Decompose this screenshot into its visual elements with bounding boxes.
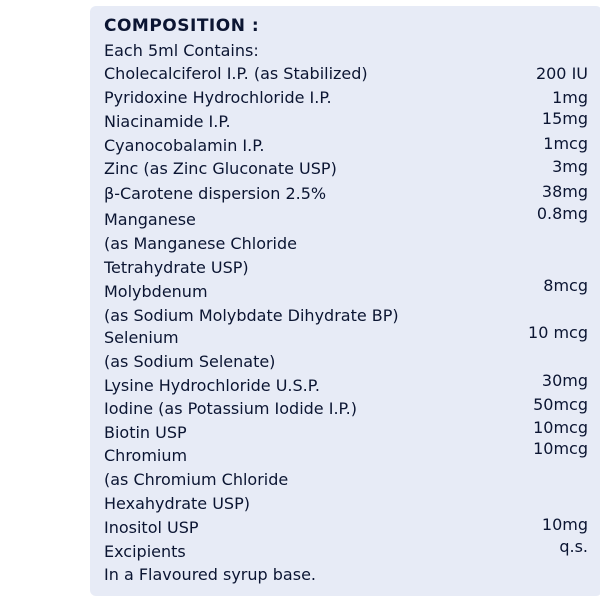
composition-label (90, 6, 600, 596)
ingredient-name: Niacinamide I.P. (104, 112, 231, 131)
ingredient-name: Zinc (as Zinc Gluconate USP) (104, 159, 337, 178)
ingredient-source: Hexahydrate USP) (104, 494, 250, 513)
dose-basis: Each 5ml Contains: (104, 41, 259, 60)
ingredient-name: Biotin USP (104, 423, 187, 442)
ingredient-amount: 10 mcg (528, 323, 588, 342)
ingredient-amount: 38mg (541, 182, 588, 201)
ingredient-name: Excipients (104, 542, 186, 561)
ingredient-amount: 10mg (541, 515, 588, 534)
ingredient-source: (as Sodium Molybdate Dihydrate BP) (104, 306, 399, 325)
ingredient-source: Tetrahydrate USP) (104, 258, 249, 277)
ingredient-name: Cyanocobalamin I.P. (104, 136, 265, 155)
ingredient-name: Iodine (as Potassium Iodide I.P.) (104, 399, 358, 418)
ingredient-amount: 1mcg (543, 134, 588, 153)
ingredient-name: Pyridoxine Hydrochloride I.P. (104, 88, 332, 107)
ingredient-name: Cholecalciferol I.P. (as Stabilized) (104, 64, 368, 83)
ingredient-amount: 1mg (552, 88, 588, 107)
ingredient-source: (as Chromium Chloride (104, 470, 289, 489)
ingredient-name: Lysine Hydrochloride U.S.P. (104, 376, 320, 395)
ingredient-amount: 0.8mg (536, 204, 588, 223)
ingredient-amount: 10mcg (533, 418, 588, 437)
ingredient-name: Selenium (104, 328, 179, 347)
ingredient-amount: 200 IU (535, 64, 588, 83)
ingredient-name: Manganese (104, 210, 196, 229)
ingredient-source: (as Sodium Selenate) (104, 352, 276, 371)
syrup-base-note: In a Flavoured syrup base. (104, 565, 316, 584)
composition-title: COMPOSITION : (104, 16, 260, 36)
ingredient-name: Chromium (104, 446, 188, 465)
ingredient-name: Molybdenum (104, 282, 208, 301)
ingredient-amount: 8mcg (543, 276, 588, 295)
ingredient-name: Inositol USP (104, 518, 199, 537)
ingredient-name: β-Carotene dispersion 2.5% (104, 184, 327, 203)
ingredient-amount: 15mg (541, 109, 588, 128)
ingredient-amount: 50mcg (533, 395, 588, 414)
ingredient-source: (as Manganese Chloride (104, 234, 297, 253)
ingredient-amount: q.s. (559, 537, 588, 556)
ingredient-amount: 3mg (552, 157, 588, 176)
ingredient-amount: 30mg (541, 371, 588, 390)
ingredient-amount: 10mcg (533, 439, 588, 458)
